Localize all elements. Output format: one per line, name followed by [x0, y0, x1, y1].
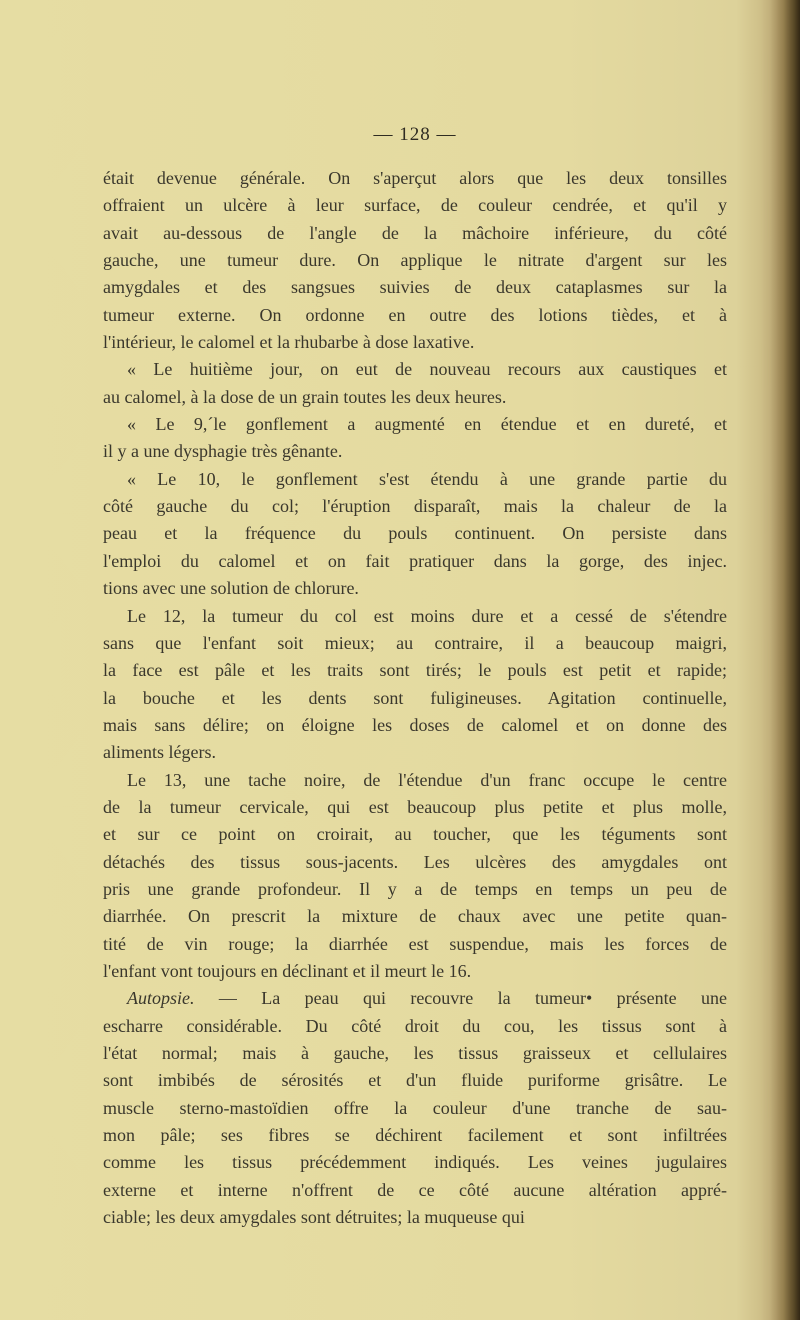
text-line: avait au-dessous de l'angle de la mâchoire inférieure, du côté: [103, 222, 727, 243]
text-line: « Le 9,´le gonflement a augmenté en étendue et en dureté, et: [127, 414, 727, 435]
paragraph: [103, 356, 727, 411]
text-line: amygdales et des sangsues suivies de deux cataplasmes sur la: [103, 277, 727, 298]
text-line: côté gauche du col; l'éruption disparaît, mais la chaleur de la: [103, 496, 727, 517]
text-line: la bouche et les dents sont fuligineuses. Agitation continuelle,: [103, 687, 727, 708]
autopsie-paragraph: [103, 985, 727, 1231]
text-line: l'emploi du calomel et on fait pratiquer dans la gorge, des injec.: [103, 550, 727, 571]
text-line: l'intérieur, le calomel et la rhubarbe à dose laxative.: [103, 332, 475, 353]
text-line: comme les tissus précédemment indiqués. Les veines jugulaires: [103, 1152, 727, 1173]
text-line: tité de vin rouge; la diarrhée est suspendue, mais les forces de: [103, 933, 727, 954]
page-number: — 128 —: [373, 124, 457, 145]
paragraph: [103, 411, 727, 466]
book-binding-shadow: [770, 0, 800, 1320]
text-line: ciable; les deux amygdales sont détruites; la muqueuse qui: [103, 1207, 525, 1228]
text-line: sans que l'enfant soit mieux; au contraire, il a beaucoup maigri,: [103, 632, 727, 653]
paragraph: [103, 165, 727, 356]
text-line: de la tumeur cervicale, qui est beaucoup plus petite et plus molle,: [103, 796, 727, 817]
text-line: tions avec une solution de chlorure.: [103, 578, 359, 599]
paragraph: [103, 767, 727, 986]
text-line: mon pâle; ses fibres se déchirent facilement et sont infiltrées: [103, 1125, 727, 1146]
text-line: l'enfant vont toujours en déclinant et il meurt le 16.: [103, 960, 472, 981]
text-line: la face est pâle et les traits sont tirés; le pouls est petit et rapide;: [103, 660, 727, 681]
text-line: et sur ce point on croirait, au toucher, que les téguments sont: [103, 824, 727, 845]
text-line: aliments légers.: [103, 742, 216, 763]
page-body: [103, 165, 727, 1231]
text-line: était devenue générale. On s'aperçut alors que les deux tonsilles: [103, 168, 727, 188]
text-line: diarrhée. On prescrit la mixture de chaux avec une petite quan-: [103, 906, 727, 927]
text-line: mais sans délire; on éloigne les doses de calomel et on donne des: [103, 714, 727, 735]
text-line: pris une grande profondeur. Il y a de temps en temps un peu de: [103, 878, 727, 899]
text-line: gauche, une tumeur dure. On applique le nitrate d'argent sur les: [103, 250, 727, 271]
text-line: il y a une dysphagie très gênante.: [103, 441, 343, 462]
text-line: sont imbibés de sérosités et d'un fluide puriforme grisâtre. Le: [103, 1070, 727, 1091]
text-line: Le 12, la tumeur du col est moins dure et a cessé de s'étendre: [127, 605, 727, 626]
text-line: muscle sterno-mastoïdien offre la couleur d'une tranche de sau-: [103, 1097, 727, 1118]
text-line: externe et interne n'offrent de ce côté aucune altération appré-: [103, 1179, 727, 1200]
paragraph: [103, 466, 727, 603]
paragraph: [103, 603, 727, 767]
text-line: escharre considérable. Du côté droit du cou, les tissus sont à: [103, 1015, 727, 1036]
text-line: l'état normal; mais à gauche, les tissus graisseux et cellulaires: [103, 1043, 727, 1063]
text-line: « Le 10, le gonflement s'est étendu à une grande partie du: [127, 468, 727, 489]
text-line: tumeur externe. On ordonne en outre des lotions tièdes, et à: [103, 304, 727, 325]
text-line: Le 13, une tache noire, de l'étendue d'un franc occupe le centre: [127, 769, 727, 790]
text-line: peau et la fréquence du pouls continuent. On persiste dans: [103, 523, 727, 544]
text-line: offraient un ulcère à leur surface, de couleur cendrée, et qu'il y: [103, 195, 727, 216]
text-line: « Le huitième jour, on eut de nouveau recours aux caustiques et: [127, 359, 727, 380]
text-line-content: — La peau qui recouvre la tumeur• présente une: [218, 988, 728, 1009]
section-heading: Autopsie.: [127, 988, 219, 1009]
text-line: [103, 985, 727, 1012]
text-line: au calomel, à la dose de un grain toutes les deux heures.: [103, 386, 507, 407]
text-line: détachés des tissus sous-jacents. Les ulcères des amygdales ont: [103, 851, 727, 872]
